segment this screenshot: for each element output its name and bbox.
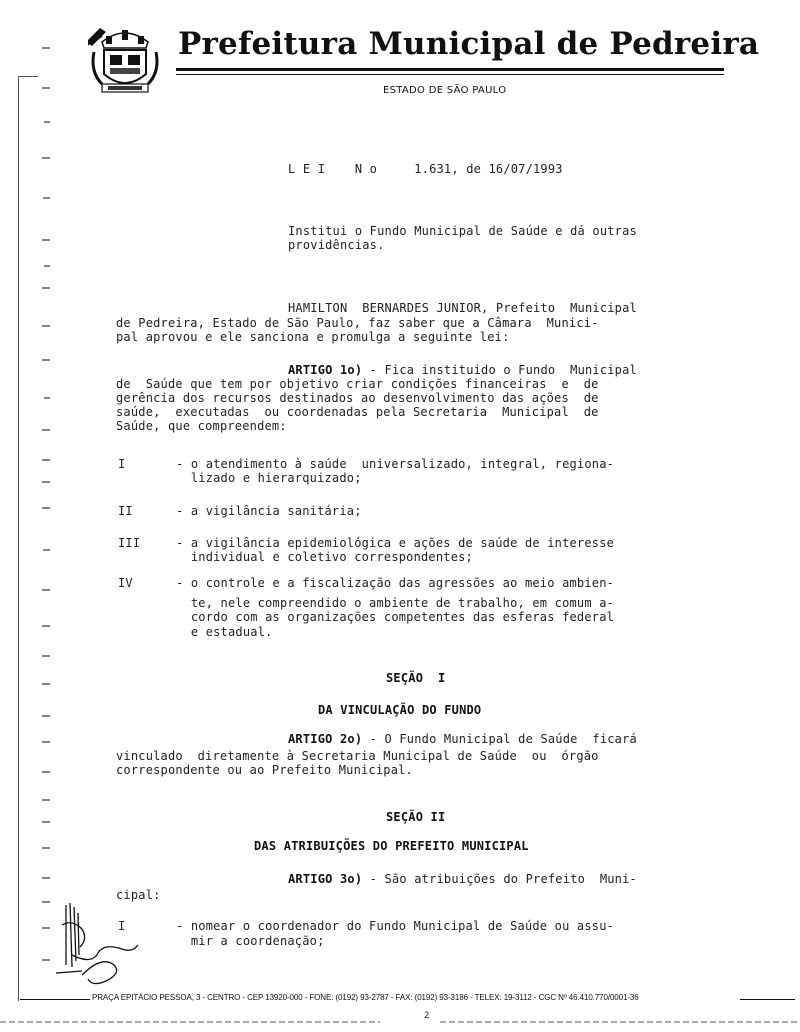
left-margin-line bbox=[18, 76, 19, 1001]
article-1-line-3: gerência dos recursos destinados ao desenvolvimento das ações de bbox=[116, 391, 599, 405]
article-3-first-line bbox=[288, 873, 637, 887]
article-3-line-1: - São atribuições do Prefeito Muni- bbox=[362, 872, 637, 886]
signature-mark bbox=[52, 895, 142, 990]
item-4-line-2: te, nele compreendido o ambiente de trabalho, em comum a- bbox=[176, 596, 615, 610]
item-3-number: III bbox=[118, 536, 141, 550]
page-number: 2 bbox=[424, 1011, 430, 1021]
page-title: Prefeitura Municipal de Pedreira bbox=[178, 26, 760, 62]
item-4-line-4: e estadual. bbox=[176, 625, 273, 639]
article-1-line-2: de Saúde que tem por objetivo criar condições financeiras e de bbox=[116, 377, 599, 391]
header-rule-thin bbox=[176, 74, 724, 75]
item-2-line-1: - a vigilância sanitária; bbox=[176, 504, 362, 518]
section-2-title: SEÇÃO II bbox=[386, 810, 446, 824]
article-1-line-5: Saúde, que compreendem: bbox=[116, 419, 287, 433]
article-1-line-1: - Fica instituido o Fundo Municipal bbox=[362, 363, 637, 377]
preamble-line-1: HAMILTON BERNARDES JUNIOR, Prefeito Municipal bbox=[288, 301, 637, 315]
section-2-subtitle: DAS ATRIBUIÇÕES DO PREFEITO MUNICIPAL bbox=[254, 839, 529, 853]
article-3-label: ARTIGO 3o) bbox=[288, 872, 363, 886]
state-label: ESTADO DE SÃO PAULO bbox=[383, 85, 507, 96]
article-1-line-4: saúde, executadas ou coordenadas pela Secretaria Municipal de bbox=[116, 405, 599, 419]
item-3-line-2: individual e coletivo correspondentes; bbox=[176, 550, 473, 564]
article-2-label: ARTIGO 2o) bbox=[288, 732, 363, 746]
section-1-title: SEÇÃO I bbox=[386, 671, 446, 685]
law-summary-line-1: Institui o Fundo Municipal de Saúde e dá outras bbox=[288, 224, 637, 238]
footer-rule-right bbox=[740, 999, 795, 1000]
section-1-subtitle: DA VINCULAÇÃO DO FUNDO bbox=[318, 703, 482, 717]
preamble-line-3: pal aprovou e ele sanciona e promulga a seguinte lei: bbox=[116, 330, 510, 344]
law-heading: L E I N o 1.631, de 16/07/1993 bbox=[288, 162, 563, 176]
item-3-1-number: I bbox=[118, 919, 126, 933]
article-1-label: ARTIGO 1o) bbox=[288, 363, 363, 377]
article-1-first-line bbox=[288, 364, 637, 378]
item-3-1-line-1: - nomear o coordenador do Fundo Municipal de Saúde ou assu- bbox=[176, 919, 615, 933]
item-2-number: II bbox=[118, 504, 133, 518]
item-4-line-3: cordo com as organizações competentes das esferas federal bbox=[176, 610, 615, 624]
footer-address: PRAÇA EPITÁCIO PESSOA, 3 - CENTRO - CEP 13920-000 - FONE: (0192) 93-2787 - FAX: (0192) 93-3186 - TELEX: 19-3112 - CGC Nº 46.410.770/0001-36 bbox=[92, 993, 639, 1002]
footer-rule-left bbox=[20, 999, 90, 1000]
article-3-line-2: cipal: bbox=[116, 888, 161, 902]
article-2-line-1: - O Fundo Municipal de Saúde ficará bbox=[362, 732, 637, 746]
item-1-number: I bbox=[118, 457, 126, 471]
law-summary-line-2: providências. bbox=[288, 238, 385, 252]
item-1-line-2: lizado e hierarquizado; bbox=[176, 471, 362, 485]
article-2-line-2: vinculado diretamente à Secretaria Municipal de Saúde ou órgão bbox=[116, 749, 599, 763]
item-3-line-1: - a vigilância epidemiológica e ações de saúde de interesse bbox=[176, 536, 615, 550]
municipal-coat-of-arms-icon bbox=[88, 22, 162, 104]
item-1-line-1: - o atendimento à saúde universalizado, integral, regiona- bbox=[176, 457, 615, 471]
item-4-number: IV bbox=[118, 576, 133, 590]
article-2-line-3: correspondente ou ao Prefeito Municipal. bbox=[116, 763, 413, 777]
item-3-1-line-2: mir a coordenação; bbox=[176, 934, 325, 948]
article-2-first-line bbox=[288, 733, 637, 747]
header-rule-thick bbox=[176, 68, 724, 71]
margin-tick-marks bbox=[30, 30, 50, 990]
item-4-line-1: - o controle e a fiscalização das agressões ao meio ambien- bbox=[176, 576, 615, 590]
scan-noise-bottom bbox=[0, 1020, 800, 1024]
preamble-line-2: de Pedreira, Estado de São Paulo, faz saber que a Câmara Munici- bbox=[116, 316, 599, 330]
